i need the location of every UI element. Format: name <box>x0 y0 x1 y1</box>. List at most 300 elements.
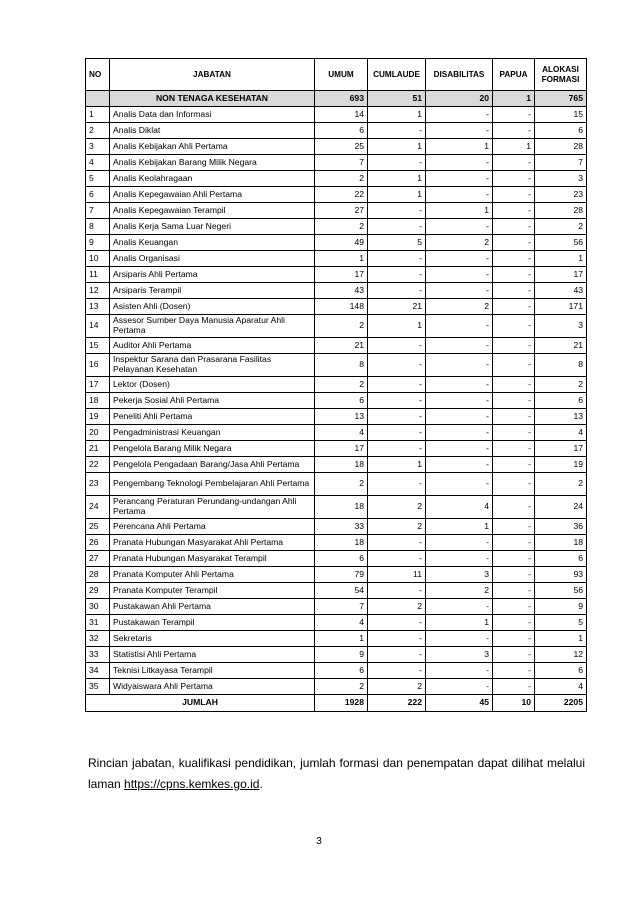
cell-umum: 22 <box>315 187 368 203</box>
table-row <box>86 519 587 535</box>
cell-papua: - <box>493 496 535 519</box>
table-row <box>86 123 587 139</box>
cell-papua: - <box>493 583 535 599</box>
cell-no: 4 <box>86 155 110 171</box>
cell-no: 15 <box>86 338 110 354</box>
table-row <box>86 251 587 267</box>
cell-jabatan: Pengembang Teknologi Pembelajaran Ahli Pertama <box>110 473 315 496</box>
cell-cumlaude: - <box>368 155 426 171</box>
header-umum: UMUM <box>315 59 368 91</box>
cell-jabatan: Analis Keolahragaan <box>110 171 315 187</box>
cell-alokasi: 7 <box>535 155 587 171</box>
cell-jabatan: Assesor Sumber Daya Manusia Aparatur Ahli Pertama <box>110 315 315 338</box>
cell-cumlaude: - <box>368 393 426 409</box>
cell-alokasi: 9 <box>535 599 587 615</box>
cell-papua: - <box>493 551 535 567</box>
cell-jabatan: Arsiparis Terampil <box>110 283 315 299</box>
cell-papua: - <box>493 473 535 496</box>
cell-umum: 6 <box>315 123 368 139</box>
cell-cumlaude: 1 <box>368 171 426 187</box>
cell-alokasi: 6 <box>535 393 587 409</box>
cell-cumlaude: - <box>368 535 426 551</box>
table-row <box>86 187 587 203</box>
cell-no: 32 <box>86 631 110 647</box>
cell-no: 26 <box>86 535 110 551</box>
cell-jabatan: Pengelola Barang Milik Negara <box>110 441 315 457</box>
table-row <box>86 139 587 155</box>
cell-no: 29 <box>86 583 110 599</box>
category-alokasi: 765 <box>535 91 587 107</box>
cell-alokasi: 2 <box>535 219 587 235</box>
cell-disabilitas: - <box>426 393 493 409</box>
cell-disabilitas: - <box>426 267 493 283</box>
total-papua: 10 <box>493 695 535 712</box>
cell-papua: - <box>493 315 535 338</box>
cell-alokasi: 2 <box>535 377 587 393</box>
table-row <box>86 171 587 187</box>
cell-umum: 14 <box>315 107 368 123</box>
cell-cumlaude: 1 <box>368 107 426 123</box>
table-row <box>86 203 587 219</box>
table-row <box>86 155 587 171</box>
table-row <box>86 567 587 583</box>
cell-cumlaude: 2 <box>368 496 426 519</box>
cell-alokasi: 36 <box>535 519 587 535</box>
table-row <box>86 615 587 631</box>
cell-no: 30 <box>86 599 110 615</box>
cell-jabatan: Analis Data dan Informasi <box>110 107 315 123</box>
total-disabilitas: 45 <box>426 695 493 712</box>
cell-jabatan: Analis Diklat <box>110 123 315 139</box>
table-row <box>86 496 587 519</box>
table-row <box>86 283 587 299</box>
total-umum: 1928 <box>315 695 368 712</box>
info-paragraph <box>88 753 585 795</box>
cell-disabilitas: - <box>426 338 493 354</box>
cell-alokasi: 28 <box>535 203 587 219</box>
cell-no: 14 <box>86 315 110 338</box>
cell-disabilitas: - <box>426 599 493 615</box>
cell-cumlaude: - <box>368 203 426 219</box>
cell-jabatan: Pekerja Sosial Ahli Pertama <box>110 393 315 409</box>
cell-jabatan: Pranata Komputer Ahli Pertama <box>110 567 315 583</box>
cell-papua: - <box>493 107 535 123</box>
cell-no: 33 <box>86 647 110 663</box>
cell-disabilitas: - <box>426 187 493 203</box>
cell-papua: - <box>493 219 535 235</box>
total-row <box>86 695 587 712</box>
cell-papua: - <box>493 251 535 267</box>
cell-disabilitas: - <box>426 457 493 473</box>
cell-no: 13 <box>86 299 110 315</box>
cell-papua: - <box>493 299 535 315</box>
cell-papua: - <box>493 338 535 354</box>
table-row <box>86 107 587 123</box>
cell-disabilitas: - <box>426 473 493 496</box>
cell-papua: - <box>493 519 535 535</box>
table-row <box>86 219 587 235</box>
cell-alokasi: 17 <box>535 267 587 283</box>
category-papua: 1 <box>493 91 535 107</box>
cell-alokasi: 21 <box>535 338 587 354</box>
cell-cumlaude: - <box>368 338 426 354</box>
cell-umum: 8 <box>315 354 368 377</box>
cell-no: 2 <box>86 123 110 139</box>
table-row <box>86 338 587 354</box>
cell-disabilitas: - <box>426 425 493 441</box>
cell-alokasi: 23 <box>535 187 587 203</box>
table-row <box>86 267 587 283</box>
cell-papua: - <box>493 377 535 393</box>
cell-alokasi: 18 <box>535 535 587 551</box>
cell-papua: - <box>493 283 535 299</box>
cell-cumlaude: - <box>368 583 426 599</box>
cell-disabilitas: - <box>426 679 493 695</box>
cell-disabilitas: 2 <box>426 299 493 315</box>
cell-no: 8 <box>86 219 110 235</box>
cell-alokasi: 15 <box>535 107 587 123</box>
table-row <box>86 663 587 679</box>
cell-no: 23 <box>86 473 110 496</box>
cell-jabatan: Analis Keuangan <box>110 235 315 251</box>
cell-disabilitas: - <box>426 535 493 551</box>
cell-umum: 17 <box>315 441 368 457</box>
cell-jabatan: Statistisi Ahli Pertama <box>110 647 315 663</box>
cell-alokasi: 1 <box>535 631 587 647</box>
cell-umum: 2 <box>315 377 368 393</box>
cell-umum: 13 <box>315 409 368 425</box>
cell-jabatan: Pranata Komputer Terampil <box>110 583 315 599</box>
cell-no: 10 <box>86 251 110 267</box>
cell-umum: 6 <box>315 551 368 567</box>
formation-allocation-table <box>85 58 587 712</box>
cell-disabilitas: - <box>426 354 493 377</box>
cell-cumlaude: - <box>368 425 426 441</box>
cell-cumlaude: - <box>368 647 426 663</box>
cell-cumlaude: - <box>368 251 426 267</box>
cell-cumlaude: 2 <box>368 519 426 535</box>
cell-umum: 1 <box>315 251 368 267</box>
cell-disabilitas: 1 <box>426 139 493 155</box>
cell-cumlaude: 21 <box>368 299 426 315</box>
cell-no: 24 <box>86 496 110 519</box>
cell-papua: - <box>493 123 535 139</box>
cell-disabilitas: 1 <box>426 615 493 631</box>
cell-no: 6 <box>86 187 110 203</box>
total-cumlaude: 222 <box>368 695 426 712</box>
cell-disabilitas: 3 <box>426 647 493 663</box>
category-label: NON TENAGA KESEHATAN <box>110 91 315 107</box>
cell-cumlaude: - <box>368 473 426 496</box>
cell-disabilitas: - <box>426 631 493 647</box>
total-alokasi: 2205 <box>535 695 587 712</box>
cell-cumlaude: 11 <box>368 567 426 583</box>
cell-umum: 2 <box>315 473 368 496</box>
cell-jabatan: Pranata Hubungan Masyarakat Ahli Pertama <box>110 535 315 551</box>
cell-papua: - <box>493 425 535 441</box>
cell-cumlaude: 1 <box>368 187 426 203</box>
cell-umum: 7 <box>315 155 368 171</box>
cell-umum: 2 <box>315 171 368 187</box>
cell-umum: 6 <box>315 663 368 679</box>
cell-jabatan: Widyaiswara Ahli Pertama <box>110 679 315 695</box>
cell-papua: - <box>493 457 535 473</box>
cell-jabatan: Analis Kepegawaian Ahli Pertama <box>110 187 315 203</box>
cell-jabatan: Pustakawan Ahli Pertama <box>110 599 315 615</box>
cell-cumlaude: - <box>368 615 426 631</box>
table-body <box>86 91 587 695</box>
cell-no: 19 <box>86 409 110 425</box>
cell-cumlaude: - <box>368 283 426 299</box>
info-text: Rincian jabatan, kualifikasi pendidikan, jumlah formasi dan penempatan dapat dilihat melalui laman <box>88 756 585 791</box>
cell-papua: - <box>493 679 535 695</box>
header-cumlaude: CUMLAUDE <box>368 59 426 91</box>
header-jabatan: JABATAN <box>110 59 315 91</box>
table-row <box>86 393 587 409</box>
cell-papua: - <box>493 393 535 409</box>
cell-papua: - <box>493 647 535 663</box>
cell-cumlaude: 1 <box>368 139 426 155</box>
cell-no: 3 <box>86 139 110 155</box>
category-disabilitas: 20 <box>426 91 493 107</box>
table-row <box>86 235 587 251</box>
cell-no: 9 <box>86 235 110 251</box>
cell-umum: 7 <box>315 599 368 615</box>
table-row <box>86 631 587 647</box>
cell-papua: - <box>493 187 535 203</box>
table-row <box>86 473 587 496</box>
cell-alokasi: 3 <box>535 171 587 187</box>
category-cumlaude: 51 <box>368 91 426 107</box>
cell-jabatan: Sekretaris <box>110 631 315 647</box>
header-no: NO <box>86 59 110 91</box>
cell-disabilitas: - <box>426 283 493 299</box>
cell-disabilitas: - <box>426 251 493 267</box>
cell-umum: 2 <box>315 679 368 695</box>
cell-no: 28 <box>86 567 110 583</box>
cell-umum: 43 <box>315 283 368 299</box>
cell-disabilitas: - <box>426 315 493 338</box>
cell-alokasi: 6 <box>535 551 587 567</box>
cell-umum: 2 <box>315 315 368 338</box>
cell-alokasi: 56 <box>535 235 587 251</box>
cell-jabatan: Perancang Peraturan Perundang-undangan Ahli Pertama <box>110 496 315 519</box>
cell-alokasi: 17 <box>535 441 587 457</box>
cell-no: 31 <box>86 615 110 631</box>
cell-umum: 17 <box>315 267 368 283</box>
cell-jabatan: Pranata Hubungan Masyarakat Terampil <box>110 551 315 567</box>
table-row <box>86 599 587 615</box>
cell-no: 7 <box>86 203 110 219</box>
cell-no: 21 <box>86 441 110 457</box>
cell-no: 35 <box>86 679 110 695</box>
cell-umum: 27 <box>315 203 368 219</box>
cell-umum: 18 <box>315 535 368 551</box>
cell-papua: - <box>493 567 535 583</box>
cell-papua: - <box>493 599 535 615</box>
cell-disabilitas: - <box>426 409 493 425</box>
cell-alokasi: 43 <box>535 283 587 299</box>
cell-alokasi: 1 <box>535 251 587 267</box>
table-row <box>86 679 587 695</box>
cell-alokasi: 12 <box>535 647 587 663</box>
cell-papua: - <box>493 235 535 251</box>
cell-umum: 49 <box>315 235 368 251</box>
cell-cumlaude: - <box>368 354 426 377</box>
cell-alokasi: 56 <box>535 583 587 599</box>
cell-jabatan: Analis Kepegawaian Terampil <box>110 203 315 219</box>
cell-alokasi: 171 <box>535 299 587 315</box>
cell-papua: - <box>493 409 535 425</box>
cell-no: 27 <box>86 551 110 567</box>
cell-alokasi: 13 <box>535 409 587 425</box>
cell-umum: 148 <box>315 299 368 315</box>
cell-umum: 18 <box>315 496 368 519</box>
cell-papua: - <box>493 267 535 283</box>
cell-jabatan: Teknisi Litkayasa Terampil <box>110 663 315 679</box>
cell-jabatan: Analis Kebijakan Barang Milik Negara <box>110 155 315 171</box>
cell-alokasi: 3 <box>535 315 587 338</box>
cell-alokasi: 19 <box>535 457 587 473</box>
cell-umum: 1 <box>315 631 368 647</box>
cell-no: 18 <box>86 393 110 409</box>
header-papua: PAPUA <box>493 59 535 91</box>
cell-cumlaude: 2 <box>368 599 426 615</box>
table-row <box>86 425 587 441</box>
cell-alokasi: 93 <box>535 567 587 583</box>
cell-cumlaude: 1 <box>368 315 426 338</box>
cell-disabilitas: 1 <box>426 519 493 535</box>
cell-umum: 33 <box>315 519 368 535</box>
cell-disabilitas: - <box>426 377 493 393</box>
cell-no: 16 <box>86 354 110 377</box>
cell-no: 11 <box>86 267 110 283</box>
cell-disabilitas: - <box>426 219 493 235</box>
category-umum: 693 <box>315 91 368 107</box>
cell-papua: - <box>493 441 535 457</box>
cell-alokasi: 5 <box>535 615 587 631</box>
cell-umum: 79 <box>315 567 368 583</box>
cell-umum: 25 <box>315 139 368 155</box>
cell-papua: - <box>493 663 535 679</box>
cell-papua: - <box>493 535 535 551</box>
table-row <box>86 299 587 315</box>
cell-jabatan: Peneliti Ahli Pertama <box>110 409 315 425</box>
cell-alokasi: 4 <box>535 679 587 695</box>
cell-disabilitas: - <box>426 441 493 457</box>
cell-no: 22 <box>86 457 110 473</box>
cell-cumlaude: - <box>368 377 426 393</box>
cell-umum: 4 <box>315 615 368 631</box>
table-row <box>86 647 587 663</box>
cell-umum: 4 <box>315 425 368 441</box>
cell-no: 25 <box>86 519 110 535</box>
cell-jabatan: Pustakawan Terampil <box>110 615 315 631</box>
cell-jabatan: Pengadministrasi Keuangan <box>110 425 315 441</box>
table-row <box>86 441 587 457</box>
category-no-cell <box>86 91 110 107</box>
cell-disabilitas: - <box>426 155 493 171</box>
table-row <box>86 583 587 599</box>
cell-umum: 18 <box>315 457 368 473</box>
cell-cumlaude: - <box>368 267 426 283</box>
cell-papua: - <box>493 155 535 171</box>
cell-cumlaude: - <box>368 663 426 679</box>
cell-cumlaude: - <box>368 631 426 647</box>
table-row <box>86 551 587 567</box>
cell-alokasi: 8 <box>535 354 587 377</box>
cell-cumlaude: 5 <box>368 235 426 251</box>
cell-no: 1 <box>86 107 110 123</box>
cell-papua: - <box>493 631 535 647</box>
cell-jabatan: Analis Kerja Sama Luar Negeri <box>110 219 315 235</box>
table-row <box>86 377 587 393</box>
cell-disabilitas: 1 <box>426 203 493 219</box>
table-row <box>86 354 587 377</box>
cell-no: 5 <box>86 171 110 187</box>
cell-no: 12 <box>86 283 110 299</box>
cell-jabatan: Lektor (Dosen) <box>110 377 315 393</box>
cell-umum: 54 <box>315 583 368 599</box>
cell-disabilitas: 4 <box>426 496 493 519</box>
cell-cumlaude: - <box>368 551 426 567</box>
header-alokasi-formasi: ALOKASI FORMASI <box>535 59 587 91</box>
cell-disabilitas: - <box>426 171 493 187</box>
table-footer <box>86 695 587 712</box>
cell-cumlaude: - <box>368 441 426 457</box>
cell-umum: 21 <box>315 338 368 354</box>
cell-cumlaude: - <box>368 219 426 235</box>
cell-disabilitas: 2 <box>426 583 493 599</box>
cell-papua: - <box>493 615 535 631</box>
total-label: JUMLAH <box>86 695 315 712</box>
table-row <box>86 315 587 338</box>
cell-alokasi: 4 <box>535 425 587 441</box>
cell-papua: - <box>493 171 535 187</box>
cell-alokasi: 2 <box>535 473 587 496</box>
cell-no: 20 <box>86 425 110 441</box>
cell-cumlaude: 2 <box>368 679 426 695</box>
cell-jabatan: Arsiparis Ahli Pertama <box>110 267 315 283</box>
cell-disabilitas: 2 <box>426 235 493 251</box>
cell-disabilitas: - <box>426 107 493 123</box>
cell-disabilitas: - <box>426 551 493 567</box>
cell-umum: 2 <box>315 219 368 235</box>
cell-cumlaude: - <box>368 409 426 425</box>
table-header <box>86 59 587 91</box>
cell-papua: - <box>493 354 535 377</box>
cell-jabatan: Asisten Ahli (Dosen) <box>110 299 315 315</box>
cell-alokasi: 28 <box>535 139 587 155</box>
table-row <box>86 535 587 551</box>
cell-jabatan: Perencana Ahli Pertama <box>110 519 315 535</box>
cpns-website-link[interactable]: https://cpns.kemkes.go.id <box>124 777 260 791</box>
cell-jabatan: Analis Kebijakan Ahli Pertama <box>110 139 315 155</box>
table-row <box>86 457 587 473</box>
cell-jabatan: Inspektur Sarana dan Prasarana Fasilitas Pelayanan Kesehatan <box>110 354 315 377</box>
cell-cumlaude: 1 <box>368 457 426 473</box>
cell-papua: 1 <box>493 139 535 155</box>
cell-alokasi: 6 <box>535 663 587 679</box>
cell-disabilitas: - <box>426 123 493 139</box>
page-number: 3 <box>316 836 322 847</box>
cell-jabatan: Pengelola Pengadaan Barang/Jasa Ahli Pertama <box>110 457 315 473</box>
cell-jabatan: Analis Organisasi <box>110 251 315 267</box>
cell-alokasi: 24 <box>535 496 587 519</box>
cell-umum: 6 <box>315 393 368 409</box>
info-text-end: . <box>259 777 263 791</box>
cell-alokasi: 6 <box>535 123 587 139</box>
